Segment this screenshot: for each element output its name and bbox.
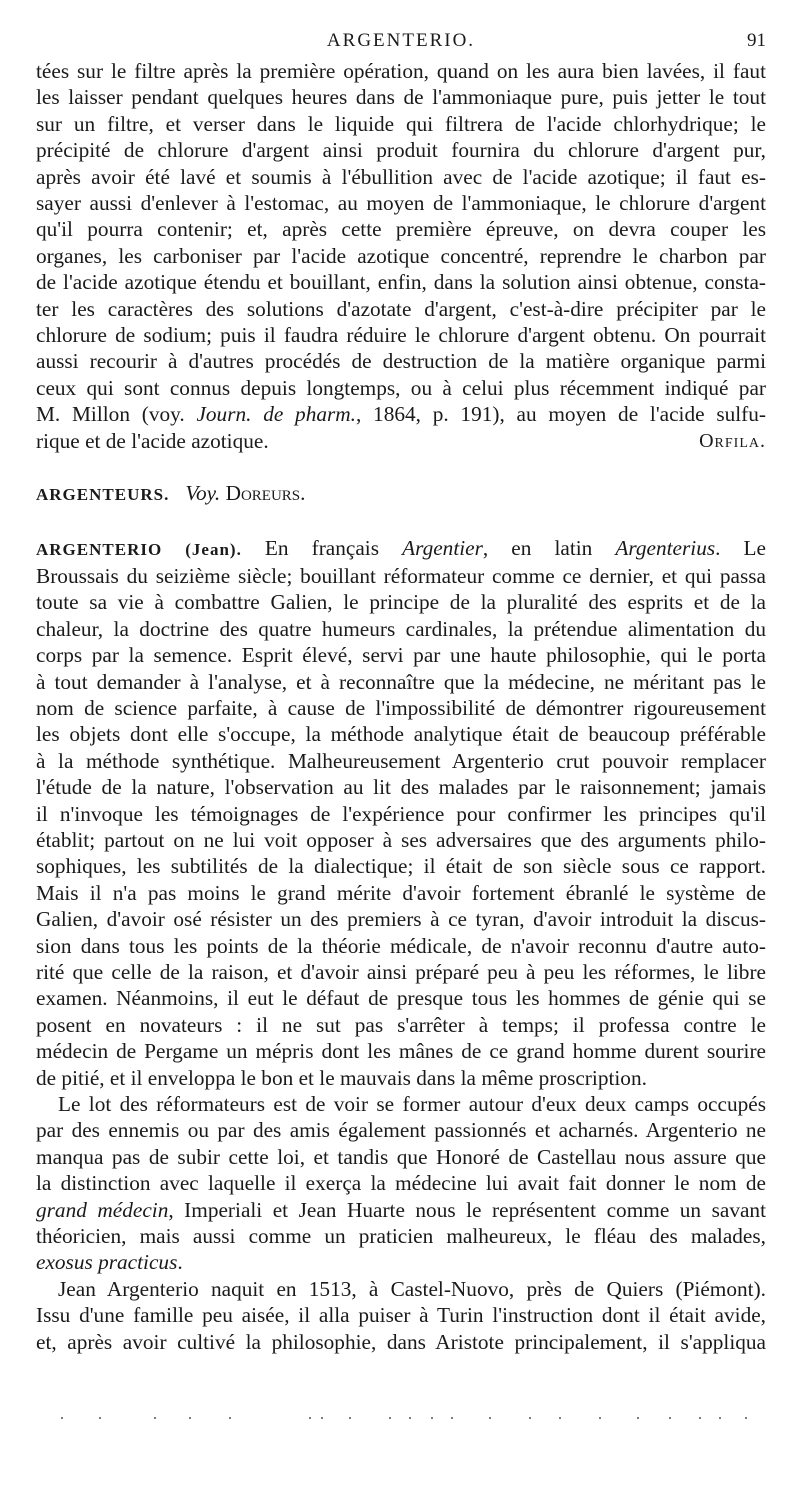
italic-term: grand médecin [36,1197,169,1222]
text-line: il n'invoque les témoignages de l'expérience pour confirmer les principes qu'il [36,801,766,826]
text-line: de pitié, et il enveloppa le bon et le mauvais dans la même proscription. [36,1065,647,1090]
text-line: rité que celle de la raison, et d'avoir ainsi préparé peu à peu les réformes, le libre [36,960,766,984]
text-line: organes, les carboniser par l'acide azotique concentré, reprendre le charbon par [36,243,766,268]
text-line [36,1249,766,1275]
text-line [36,428,766,454]
text-run: rique et de l'acide azotique. [36,428,269,453]
entry-given-name: (Jean). [185,539,242,559]
italic-term: Argentier [402,535,483,560]
text-line: établit; partout on ne lui voit opposer à ses adversaires que des arguments philo- [36,827,766,852]
italic-term: exosus practicus [36,1250,178,1275]
text-line: les objets dont elle s'occupe, la méthode analytique était de beaucoup préférable [36,722,766,747]
text-run: , en latin [482,535,616,560]
paragraph-biography [36,1276,766,1355]
text-line [36,1197,766,1223]
entry-headword: ARGENTERIO [36,539,163,559]
italic-term: Argenterius [615,535,716,560]
text-line: Mais il n'a pas moins le grand mérite d'avoir fortement ébranlé le système de [36,880,766,905]
text-line: ter les caractères des solutions d'azotate d'argent, c'est-à-dire précipiter par le [36,296,766,321]
entry-argenteurs [36,480,766,508]
journal-title: Journ. de pharm. [196,402,356,427]
text-line: sur un filtre, et verser dans le liquide qui filtrera de l'acide chlorhydrique; le [36,111,766,136]
text-line [36,401,766,427]
running-head [36,30,766,58]
text-line: qu'il pourra contenir; et, après cette première épreuve, on devra couper les [36,217,766,242]
footer-specks [60,1414,750,1422]
text-line: Broussais du seizième siècle; bouillant réformateur comme ce dernier, et qui passa [36,563,766,588]
entry-headword: ARGENTEURS. [36,485,170,505]
cross-ref-target: Doreurs. [225,481,306,506]
text-line: après avoir été lavé et soumis à l'ébullition avec de l'acide azotique; il faut es- [36,164,766,189]
text-line: chaleur, la doctrine des quatre humeurs cardinales, la prétendue alimentation du [36,616,766,641]
running-head-title: ARGENTERIO. [326,30,476,51]
text-line: Jean Argenterio naquit en 1513, à Castel-Nuovo, près de Quiers (Piémont). [58,1276,766,1301]
text-line: ceux qui sont connus depuis longtemps, ou à celui plus récemment indiqué par [36,375,766,400]
text-line: l'étude de la nature, l'observation au lit des malades par le raisonnement; jamais [36,775,766,800]
text-line: chlorure de sodium; puis il faudra réduire le chlorure d'argent obtenu. On pourrait [36,323,766,348]
entry-argentum-continuation [36,58,766,454]
text-line: la distinction avec laquelle il exerça la médecine lui avait fait donner le nom de [36,1171,766,1196]
text-run: En français [241,535,403,560]
text-run: . [177,1250,183,1275]
text-line: et, après avoir cultivé la philosophie, dans Aristote principalement, il s'appliqua [36,1329,766,1354]
text-line: Galien, d'avoir osé résister un des premiers à ce tyran, d'avoir introduit la discus- [36,907,766,932]
cross-ref-voy: Voy. [185,481,221,506]
text-line: tées sur le filtre après la première opération, quand on les aura bien lavées, il faut [36,59,766,83]
text-line: corps par la semence. Esprit élevé, servi par une haute philosophie, qui le porta [36,643,766,668]
text-line: les laisser pendant quelques heures dans de l'ammoniaque pure, puis jetter le tout [36,85,766,110]
text-line: posent en novateurs : il ne sut pas s'arrêter à temps; il professa contre le [36,1012,766,1037]
text-line: théoricien, mais aussi comme un praticien malheureux, le fléau des malades, [36,1224,766,1249]
page-number: 91 [747,30,766,51]
text-line: sayer aussi d'enlever à l'estomac, au moyen de l'ammoniaque, le chlorure d'argent [36,191,766,216]
text-line: examen. Néanmoins, il eut le défaut de presque tous les hommes de génie qui se [36,986,766,1011]
text-line: sion dans tous les points de la théorie médicale, de n'avoir reconnu d'autre auto- [36,933,766,958]
text-line: de l'acide azotique étendu et bouillant, enfin, dans la solution ainsi obtenue, consta- [36,270,766,295]
text-line: aussi recourir à d'autres procédés de destruction de la matière organique parmi [36,349,766,374]
text-line: à tout demander à l'analyse, et à reconnaître que la médecine, ne méritant pas le [36,669,766,694]
text-line: médecin de Pergame un mépris dont les mânes de ce grand homme durent sourire [36,1039,766,1064]
text-line: toute sa vie à combattre Galien, le principe de la pluralité des esprits et de la [36,590,766,615]
text-line: par des ennemis ou par des amis également passionnés et acharnés. Argenterio ne [36,1118,766,1143]
text-line: nom de science parfaite, à cause de l'impossibilité de démontrer rigoureusement [36,695,766,720]
author-signature: Orfila. [699,429,766,452]
text-line: Issu d'une famille peu aisée, il alla puiser à Turin l'instruction dont il était avide, [36,1303,766,1328]
text-line: Le lot des réformateurs est de voir se former autour d'eux deux camps occupés [58,1092,766,1117]
text-line: sophiques, les subtilités de la dialectique; il était de son siècle sous ce rapport. [36,854,766,879]
text-run: , Imperiali et Jean Huarte nous le représentent comme un savant [168,1197,766,1222]
text-run: , 1864, p. 191), au moyen de l'acide sulfu- [355,402,767,427]
document-page [36,30,766,1355]
text-line: à la méthode synthétique. Malheureusement Argenterio crut pouvoir remplacer [36,748,766,773]
text-line [36,535,766,563]
text-line: manqua pas de subir cette loi, et tandis que Honoré de Castellau nous assure que [36,1144,766,1169]
entry-argenterio [36,535,766,1092]
text-run: . Le [715,535,766,560]
text-run: M. Millon (voy. [36,402,197,427]
text-line: précipité de chlorure d'argent ainsi produit fournira du chlorure d'argent pur, [36,138,766,163]
paragraph-reformateurs [36,1091,766,1276]
